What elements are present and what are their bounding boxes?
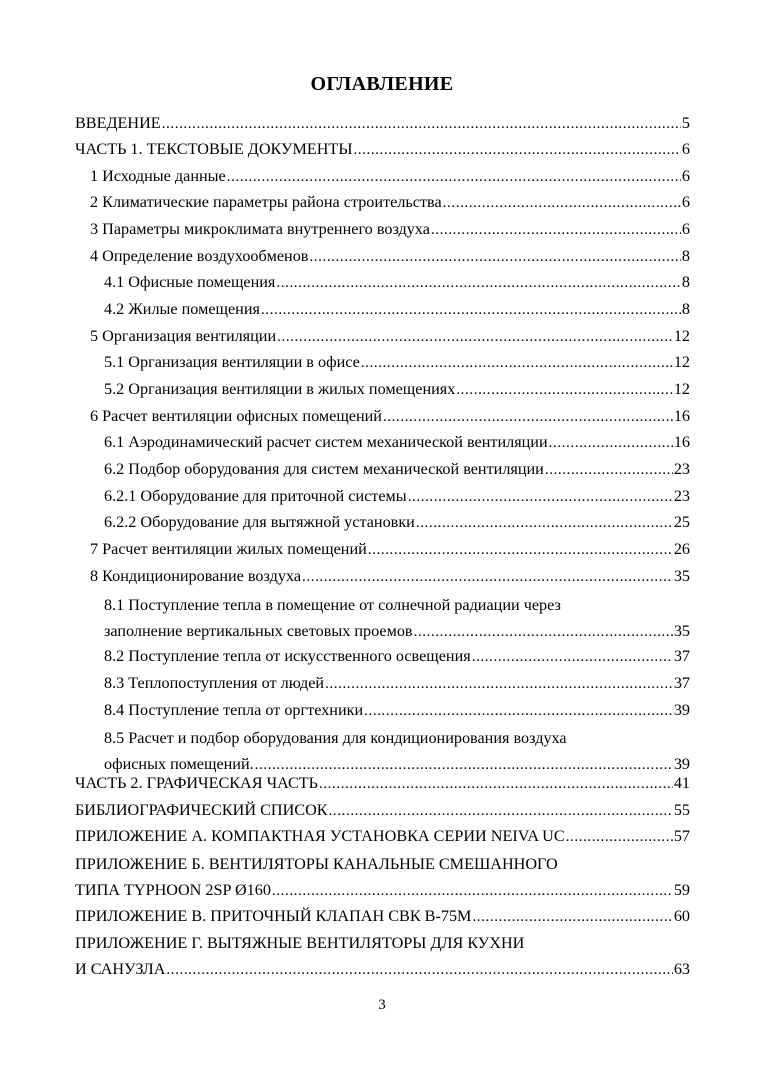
toc-page-number: 8 (681, 247, 690, 265)
dot-leader (309, 243, 680, 270)
toc-entry-text: ПРИЛОЖЕНИЕ А. КОМПАКТНАЯ УСТАНОВКА СЕРИИ NEIVA UC (75, 827, 565, 845)
toc-entry-text: 8.3 Теплопоступления от людей (104, 674, 325, 692)
toc-page-number: 23 (673, 487, 690, 505)
dot-leader (416, 509, 673, 536)
dot-leader (472, 643, 673, 670)
toc-entry[interactable] (90, 563, 690, 590)
toc-entry[interactable] (104, 456, 690, 483)
toc-entry[interactable] (104, 697, 690, 724)
toc-entry[interactable] (90, 163, 690, 190)
toc-entry[interactable] (104, 376, 690, 403)
dot-leader (353, 136, 680, 163)
toc-entry-text: 1 Исходные данные (90, 167, 226, 185)
toc-entry[interactable] (90, 323, 690, 350)
toc-entry-text: 8.4 Поступление тепла от оргтехники (104, 701, 364, 719)
toc-entry[interactable] (75, 930, 690, 983)
toc-entry-text: 4.1 Офисные помещения (104, 273, 276, 291)
toc-page-number: 6 (681, 167, 690, 185)
toc-page-number: 55 (673, 801, 690, 819)
toc-entry-text: заполнение вертикальных световых проемов (104, 622, 413, 640)
toc-page-number: 35 (673, 622, 690, 640)
toc-page-number: 63 (673, 960, 690, 978)
toc-entry-text: ПРИЛОЖЕНИЕ В. ПРИТОЧНЫЙ КЛАПАН СВК В-75М (75, 907, 472, 925)
toc-entry[interactable] (104, 509, 690, 536)
toc-entry-text: ЧАСТЬ 1. ТЕКСТОВЫЕ ДОКУМЕНТЫ (75, 140, 353, 158)
toc-page-number: 16 (673, 407, 690, 425)
toc-entry-text: 5 Организация вентиляции (90, 327, 277, 345)
dot-leader (166, 956, 672, 983)
toc-entry-text: 2 Климатические параметры района строительства (90, 193, 442, 211)
dot-leader (566, 823, 673, 850)
dot-leader (383, 403, 673, 430)
toc-entry[interactable] (75, 851, 690, 904)
dot-leader (319, 770, 673, 797)
toc-entry[interactable] (75, 797, 690, 824)
toc-entry[interactable] (104, 592, 690, 645)
dot-leader (431, 216, 681, 243)
toc-page-number: 25 (673, 513, 690, 531)
toc-entry[interactable] (104, 483, 690, 510)
toc-entry-text: ЧАСТЬ 2. ГРАФИЧЕСКАЯ ЧАСТЬ (75, 774, 318, 792)
toc-page-number: 8 (681, 273, 690, 291)
toc-entry-text-first-line: 8.5 Расчет и подбор оборудования для кондиционирования воздуха (104, 729, 567, 747)
dot-leader (361, 349, 673, 376)
toc-entry-text: 6.2.2 Оборудование для вытяжной установки (104, 513, 415, 531)
toc-entry[interactable] (90, 189, 690, 216)
toc-entry[interactable] (104, 296, 690, 323)
page-title: ОГЛАВЛЕНИЕ (310, 73, 454, 95)
toc-page-number: 39 (673, 755, 690, 773)
toc-entry-text: 3 Параметры микроклимата внутреннего воздуха (90, 220, 430, 238)
dot-leader (443, 189, 681, 216)
toc-page-number: 59 (673, 881, 690, 899)
toc-entry[interactable] (75, 823, 690, 850)
dot-leader (472, 903, 672, 930)
toc-page-number: 6 (681, 140, 690, 158)
toc-entry-text: 6.2 Подбор оборудования для систем механической вентиляции (104, 460, 544, 478)
toc-page-number: 23 (673, 460, 690, 478)
toc-entry[interactable] (90, 536, 690, 563)
page-number-footer: 3 (378, 997, 386, 1013)
toc-entry[interactable] (90, 403, 690, 430)
dot-leader (302, 563, 673, 590)
toc-entry[interactable] (104, 429, 690, 456)
toc-entry-text: ТИПА TYPHOON 2SP Ø160 (75, 881, 271, 899)
dot-leader (456, 376, 672, 403)
dot-leader (545, 456, 673, 483)
toc-entry[interactable] (90, 216, 690, 243)
toc-page-number: 60 (673, 907, 690, 925)
toc-page-number: 8 (681, 300, 690, 318)
toc-page-number: 12 (673, 353, 690, 371)
dot-leader (276, 269, 681, 296)
toc-entry-text: БИБЛИОГРАФИЧЕСКИЙ СПИСОК (75, 801, 328, 819)
toc-page-number: 57 (673, 827, 690, 845)
dot-leader (329, 797, 673, 824)
dot-leader (549, 429, 673, 456)
toc-page-number: 5 (681, 114, 690, 132)
dot-leader (325, 670, 673, 697)
dot-leader (272, 877, 673, 904)
toc-page-number: 41 (673, 774, 690, 792)
toc-entry-text: 4 Определение воздухообменов (90, 247, 309, 265)
toc-page-number: 37 (673, 674, 690, 692)
toc-entry-text: 4.2 Жилые помещения (104, 300, 260, 318)
toc-entry-text: И САНУЗЛА (75, 960, 166, 978)
toc-entry-text: 6.1 Аэродинамический расчет систем механической вентиляции (104, 433, 548, 451)
toc-entry[interactable] (104, 349, 690, 376)
toc-page-number: 12 (673, 327, 690, 345)
toc-entry[interactable] (104, 269, 690, 296)
dot-leader (277, 323, 673, 350)
toc-entry-text: 5.1 Организация вентиляции в офисе (104, 353, 360, 371)
toc-entry[interactable] (75, 903, 690, 930)
toc-entry-text: 8.2 Поступление тепла от искусственного освещения (104, 647, 471, 665)
toc-page-number: 26 (673, 540, 690, 558)
toc-entry-text-first-line: ПРИЛОЖЕНИЕ Б. ВЕНТИЛЯТОРЫ КАНАЛЬНЫЕ СМЕШАННОГО (75, 855, 558, 873)
toc-entry-text: офисных помещений. (104, 755, 254, 773)
toc-entry-text-first-line: ПРИЛОЖЕНИЕ Г. ВЫТЯЖНЫЕ ВЕНТИЛЯТОРЫ ДЛЯ КУХНИ (75, 934, 525, 952)
dot-leader (227, 163, 681, 190)
toc-entry[interactable] (104, 643, 690, 670)
toc-page-number: 6 (681, 193, 690, 211)
toc-entry-text-first-line: 8.1 Поступление тепла в помещение от солнечной радиации через (104, 596, 561, 614)
toc-entry-text: 6 Расчет вентиляции офисных помещений (90, 407, 382, 425)
dot-leader (261, 296, 681, 323)
toc-entry-text: ВВЕДЕНИЕ (75, 114, 161, 132)
toc-entry[interactable] (104, 670, 690, 697)
dot-leader (408, 483, 673, 510)
toc-entry-text: 7 Расчет вентиляции жилых помещений (90, 540, 367, 558)
toc-entry-text: 5.2 Организация вентиляции в жилых помещениях (104, 380, 456, 398)
toc-entry-text: 8 Кондиционирование воздуха (90, 567, 302, 585)
toc-entry[interactable] (75, 110, 690, 137)
dot-leader (414, 618, 673, 645)
toc-entry[interactable] (75, 136, 690, 163)
toc-entry[interactable] (75, 770, 690, 797)
dot-leader (364, 697, 673, 724)
dot-leader (162, 110, 681, 137)
toc-page-number: 16 (673, 433, 690, 451)
toc-entry-text: 6.2.1 Оборудование для приточной системы (104, 487, 407, 505)
toc-entry[interactable] (90, 243, 690, 270)
toc-page-number: 39 (673, 701, 690, 719)
toc-page-number: 35 (673, 567, 690, 585)
dot-leader (368, 536, 673, 563)
toc-page-number: 6 (681, 220, 690, 238)
toc-page-number: 12 (673, 380, 690, 398)
toc-page-number: 37 (673, 647, 690, 665)
